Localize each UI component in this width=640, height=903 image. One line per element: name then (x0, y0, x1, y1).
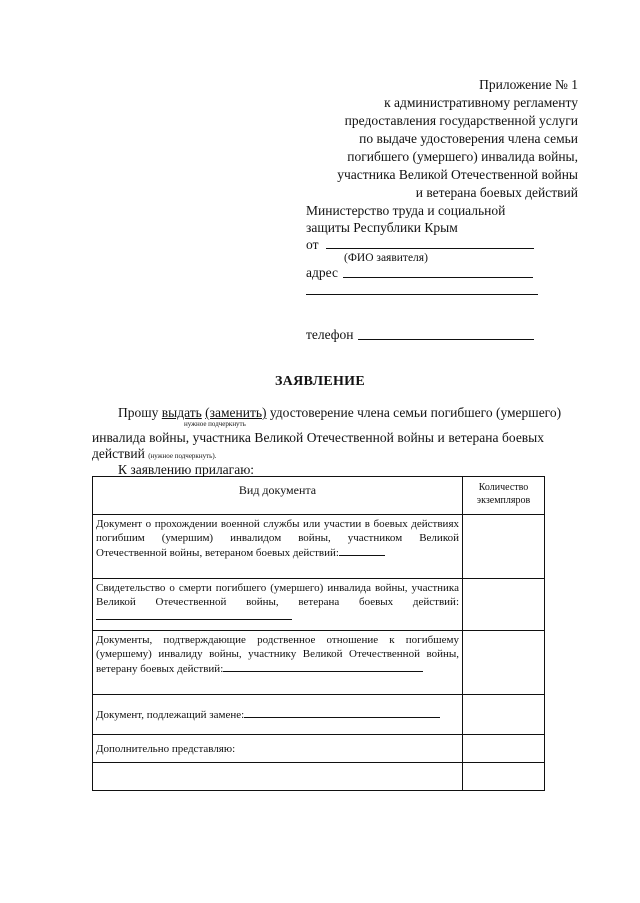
header-quantity: Количество экземпляров (463, 477, 545, 515)
request-prefix: Прошу (118, 405, 159, 420)
request-text: удостоверение члена семьи погибшего (умершего) (269, 405, 562, 420)
appendix-line: по выдаче удостоверения члена семьи (359, 131, 578, 146)
doc-text: Свидетельство о смерти погибшего (умершего) инвалида войны, участника Великой Отечественной войны, ветерана боевых действий: (96, 582, 459, 608)
doc-cell (93, 579, 463, 631)
addressee-block (306, 202, 546, 352)
fio-hint: (ФИО заявителя) (344, 252, 428, 264)
quantity-cell[interactable] (463, 515, 545, 579)
addressee-line: защиты Республики Крым (306, 220, 458, 235)
doc-cell (93, 631, 463, 695)
doc-cell (93, 735, 463, 763)
table-row (93, 735, 545, 763)
documents-table (92, 476, 545, 791)
quantity-cell[interactable] (463, 631, 545, 695)
appendix-line: предоставления государственной услуги (344, 113, 578, 128)
table-row (93, 695, 545, 735)
phone-label: телефон (306, 327, 354, 342)
table-row (93, 579, 545, 631)
appendix-line: Приложение № 1 (479, 77, 578, 92)
doc-cell (93, 515, 463, 579)
quantity-cell[interactable] (463, 579, 545, 631)
doc-fill-line[interactable] (339, 545, 385, 556)
appendix-line: к административному регламенту (384, 95, 578, 110)
doc-text: Документ о прохождении военной службы или участии в боевых действиях погибшим (умершим) инвалидом войны, участником Великой Отечественной войны, ветераном боевых действий: (96, 518, 459, 559)
request-line-2: инвалида войны, участника Великой Отечественной войны и ветерана боевых (92, 430, 544, 445)
phone-field[interactable] (358, 339, 534, 340)
appendix-line: участника Великой Отечественной войны (337, 167, 578, 182)
address-label: адрес (306, 265, 338, 280)
document-title: ЗАЯВЛЕНИЕ (274, 374, 365, 389)
appendix-header (278, 76, 578, 202)
doc-text: Дополнительно представляю: (96, 742, 236, 755)
header-doc-type: Вид документа (93, 477, 463, 515)
option-replace[interactable]: (заменить) (205, 405, 267, 420)
doc-text: Документы, подтверждающие родственное отношение к погибшему (умершему) инвалиду войны, участнику Великой Отечественной войны, ветерану боевых действий: (96, 634, 459, 675)
quantity-cell[interactable] (463, 735, 545, 763)
doc-cell (93, 695, 463, 735)
underline-note: нужное подчеркнуть (184, 420, 246, 428)
request-text: действий (92, 446, 145, 461)
table-header-row (93, 477, 545, 515)
doc-fill-line[interactable] (223, 661, 423, 672)
from-label: от (306, 237, 319, 252)
doc-fill-line[interactable] (96, 609, 292, 620)
appendix-line: и ветерана боевых действий (415, 185, 578, 200)
quantity-cell[interactable] (463, 695, 545, 735)
doc-cell[interactable] (93, 763, 463, 791)
option-issue[interactable]: выдать (161, 405, 202, 420)
address-field-2[interactable] (306, 294, 538, 295)
table-row (93, 515, 545, 579)
attach-label: К заявлению прилагаю: (118, 462, 255, 477)
table-row (93, 631, 545, 695)
doc-text: Документ, подлежащий замене: (96, 709, 245, 721)
appendix-line: погибшего (умершего) инвалида войны, (347, 149, 578, 164)
address-field-1[interactable] (343, 277, 533, 278)
doc-fill-line[interactable] (244, 707, 440, 718)
underline-note: (нужное подчеркнуть). (148, 452, 217, 460)
addressee-line: Министерство труда и социальной (306, 203, 506, 218)
quantity-cell[interactable] (463, 763, 545, 791)
table-row (93, 763, 545, 791)
